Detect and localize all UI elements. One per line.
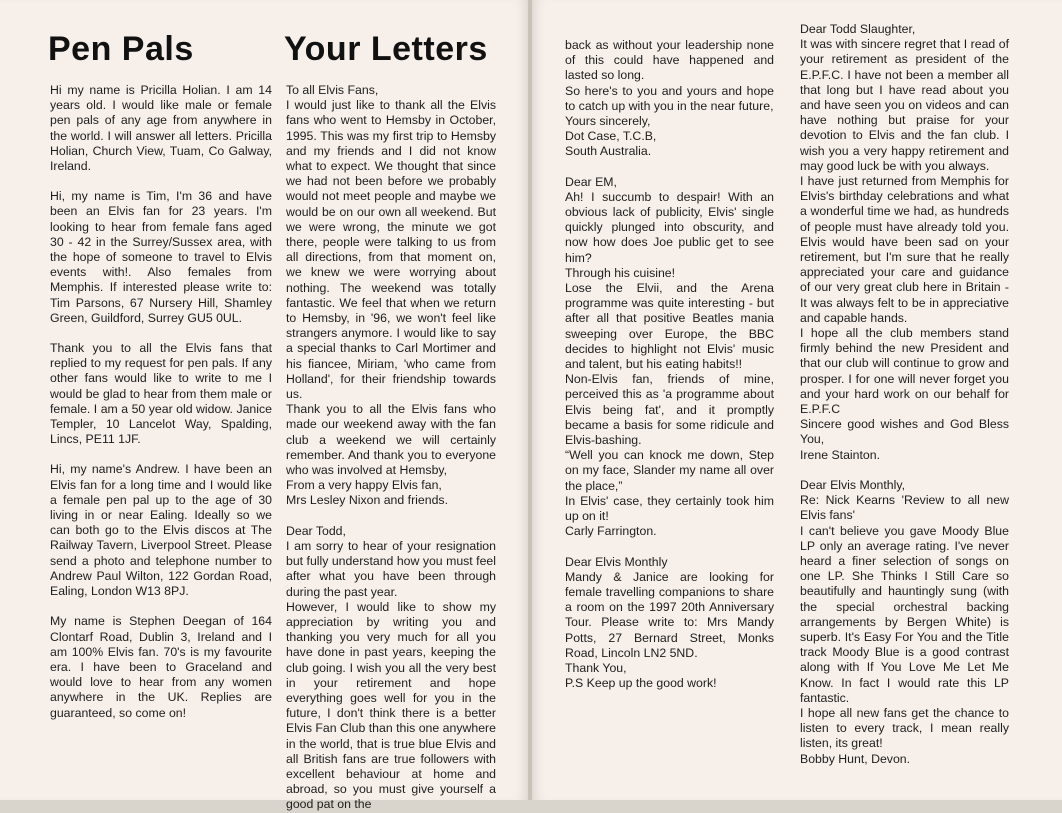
pen-pal-entry: Hi, my name's Andrew. I have been an Elvis fan for a long time and I would like a female pen pal up to the age of 30 living in or near Ealing. Ideally so we can both go to the Elvis discos at The Railway Tavern, Liverpool Street. Please send a photo and telephone number to Andrew Paul Wilton, 122 Gordan Road, Ealing, London W13 8PJ. <box>50 462 272 599</box>
letter-line: Bobby Hunt, Devon. <box>800 751 911 766</box>
letter-line: I have just returned from Memphis for Elvis's birthday celebrations and what a wonderful time we had, as hundreds of people must have already told you. Elvis would have been sad on your retirement, but I'm sure that he really appreciated your care and guidance of our very great club here in Britain - It was always felt to be in appreciative and capable hands. <box>800 174 1009 325</box>
letter-line: Carly Farrington. <box>565 524 657 539</box>
letter-line: “Well you can knock me down, Step on my face, Slander my name all over the place,” <box>565 448 774 493</box>
letter-line: Dear Todd, <box>286 523 346 538</box>
letter-line: However, I would like to show my appreciation by writing you and thanking you very much for all you have done in past years, keeping the club going. I wish you all the very best in your retirement and hope everything goes well for you in the future, I don't think there is a better Elvis Fan Club than this one anywhere in the world, that is true blue Elvis and all British fans are true followers with excellent behaviour at home and abroad, so you must give yourself a good pat on the <box>286 599 496 812</box>
letter-line: I hope all the club members stand firmly behind the new President and that our club will continue to grow and prosper. I for one will never forget you and your hard work on our behalf for E.P.F.C <box>800 326 1009 417</box>
letter-line: I am sorry to hear of your resignation but fully understand how you must feel after what you have been through during the past year. <box>286 538 496 599</box>
letter-line: Dear Todd Slaughter, <box>800 22 916 36</box>
letter-line: Re: Nick Kearns 'Review to all new Elvis fans' <box>800 493 1009 523</box>
letter-line: I hope all new fans get the chance to listen to every track, I mean really listen, its great! <box>800 705 1009 751</box>
right-page <box>532 0 1062 800</box>
letters-column-3 <box>800 22 1009 767</box>
letter-line: Yours sincerely, <box>565 114 651 129</box>
pen-pal-entry: Thank you to all the Elvis fans that replied to my request for pen pals. If any other fans would like to write to me I would be glad to hear from them male or female. I am a 50 year old widow. Janice Templer, 10 Lancelot Way, Spalding, Lincs, PE11 1JF. <box>50 341 272 447</box>
letter-line: Sincere good wishes and God Bless You, <box>800 417 1009 447</box>
pen-pal-entry: My name is Stephen Deegan of 164 Clontarf Road, Dublin 3, Ireland and I am 100% Elvis fan. 70's is my favourite era. I have been to Graceland and would love to hear from any women anywhere in the UK. Replies are guaranteed, so come on! <box>50 614 272 720</box>
left-page <box>0 0 528 812</box>
pen-pal-entry: Hi, my name is Tim, I'm 36 and have been an Elvis fan for 23 years. I'm looking to hear from female fans aged 30 - 42 in the Surrey/Sussex area, with the hope of someone to travel to Elvis events with!. Also females from Memphis. If interested please write to: Tim Parsons, 67 Nursery Hill, Shamley Green, Guildford, Surrey GU5 0UL. <box>50 189 272 325</box>
letter-line: Non-Elvis fan, friends of mine, perceived this as 'a programme about Elvis being fat', and it promptly became a basis for some ridicule and Elvis-bashing. <box>565 372 774 448</box>
your-letters-heading: Your Letters <box>284 30 488 68</box>
letter-line: Dot Case, T.C.B, <box>565 129 657 144</box>
letter-line: Thank You, <box>565 660 627 675</box>
letter-line: South Australia. <box>565 144 652 159</box>
letters-column-2 <box>565 38 774 691</box>
pen-pals-column <box>50 83 272 721</box>
letter-line: Dear EM, <box>565 174 617 189</box>
letter-line: Thank you to all the Elvis fans who made our weekend away with the fan club a weekend we will certainly remember. And thank you to everyone who was involved at Hemsby, <box>286 402 496 478</box>
letter-line: I would just like to thank all the Elvis fans who went to Hemsby in October, 1995. This was my first trip to Hemsby and my friends and I did not know what to expect. We thought that since we had not been before we probably would not meet people and maybe we would be on our own all weekend. But we were wrong, the minute we got there, people were talking to us from all directions, from that moment on, we knew we were worrying about nothing. The weekend was totally fantastic. We feel that when we return to Hemsby, in '96, we won't feel like strangers anymore. I would like to say a special thanks to Carl Mortimer and his fiancee, Miriam, 'who came from Holland', for their friendship towards us. <box>286 98 496 402</box>
letter-line: In Elvis' case, they certainly took him up on it! <box>565 493 774 524</box>
pen-pal-entry: Hi my name is Pricilla Holian. I am 14 years old. I would like male or female pen pals of any age from anywhere in the world. I will answer all letters. Pricilla Holian, Church View, Tuam, Co Galway, Ireland. <box>50 83 272 174</box>
letter-line: Lose the Elvii, and the Arena programme was quite interesting - but after all that positive Beatles mania sweeping over Europe, the BBC decides to highlight not Elvis' music and talent, but his eating habits!! <box>565 281 774 372</box>
letter-line: I can't believe you gave Moody Blue LP only an average rating. I've never heard a finer selection of songs on one LP. She Thinks I Still Care so beautifully and hauntingly sung (with the special orchestral backing arrangements by Bergen White) is superb. It's Easy For You and the Title track Moody Blue is a good contrast along with If You Love Me Let Me Know. In fact I would rate this LP fantastic. <box>800 523 1009 705</box>
letters-column-1 <box>286 83 496 813</box>
letter-line: Ah! I succumb to despair! With an obvious lack of publicity, Elvis' single quickly plunged into obscurity, and now how does Joe public get to see him? <box>565 189 774 265</box>
letter-line: back as without your leadership none of this could have happened and lasted so long. <box>565 38 774 83</box>
letter-line: Through his cuisine! <box>565 265 676 280</box>
letter-line: Mrs Lesley Nixon and friends. <box>286 493 448 508</box>
letter-line: To all Elvis Fans, <box>286 83 379 97</box>
letter-line: From a very happy Elvis fan, <box>286 478 442 493</box>
letter-line: It was with sincere regret that I read of your retirement as president of the E.P.F.C. I have not been a member all that long but I have read about you and have seen you on videos and can have nothing but praise for your devotion to Elvis and the fan club. I wish you a very happy retirement and may good luck be with you always. <box>800 37 1009 173</box>
pen-pals-heading: Pen Pals <box>48 30 194 68</box>
letter-line: P.S Keep up the good work! <box>565 676 717 691</box>
letter-line: Irene Stainton. <box>800 447 880 462</box>
letter-line: Dear Elvis Monthly <box>565 554 668 569</box>
letter-line: So here's to you and yours and hope to catch up with you in the near future, <box>565 83 774 113</box>
letter-line: Mandy & Janice are looking for female travelling companions to share a room on the 1997 20th Anniversary Tour. Please write to: Mrs Mandy Potts, 27 Bernard Street, Monks Road, Lincoln LN2 5ND. <box>565 569 774 660</box>
letter-line: Dear Elvis Monthly, <box>800 477 906 492</box>
